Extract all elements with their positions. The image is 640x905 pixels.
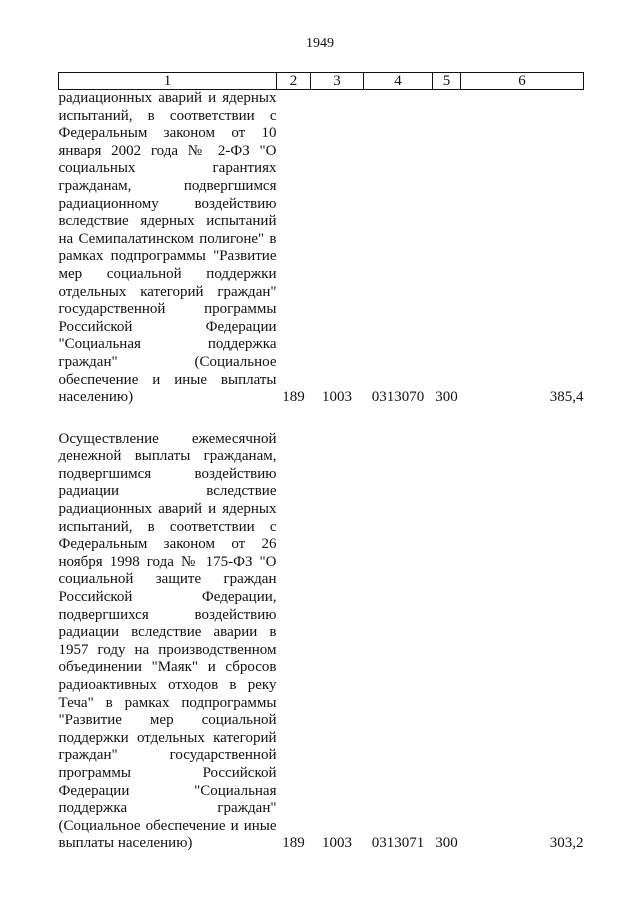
table-row xyxy=(59,90,584,407)
ministry-code: 189 xyxy=(282,835,305,852)
description-line: поддержки отдельных категорий xyxy=(58,729,277,746)
description-line: Федеральным законом от 26 xyxy=(58,536,277,553)
description-line: подвергшимся воздействию xyxy=(58,465,277,482)
description-line: Федерации "Социальная xyxy=(58,782,277,799)
ministry-code: 189 xyxy=(282,389,305,406)
description-line: гражданам, подвергшимся xyxy=(58,177,277,194)
description-line: поддержка граждан" xyxy=(58,800,277,817)
description-line: испытаний, в соответствии с xyxy=(58,107,277,124)
target-code: 0313071 xyxy=(371,835,425,852)
description-line: подвергшихся воздействию xyxy=(58,606,277,623)
page-number: 1949 xyxy=(306,36,334,51)
header-col-5: 5 xyxy=(433,73,461,90)
description-line: рамках подпрограммы "Развитие xyxy=(58,248,277,265)
header-col-4: 4 xyxy=(364,73,433,90)
description-line: на Семипалатинском полигоне" в xyxy=(58,230,277,247)
amount-value: 385,4 xyxy=(549,389,584,406)
description-line: денежной выплаты гражданам, xyxy=(58,448,277,465)
description-line: Теча" в рамках подпрограммы xyxy=(58,694,277,711)
description-line: (Социальное обеспечение и иные xyxy=(58,817,277,834)
row-spacer xyxy=(59,407,584,431)
expense-type-code: 300 xyxy=(435,389,458,406)
header-col-1: 1 xyxy=(59,73,277,90)
expense-type-code: 300 xyxy=(435,835,458,852)
description-line: "Социальная поддержка xyxy=(58,336,277,353)
description-line: радиации вследствие аварии в xyxy=(58,624,277,641)
description-line: вследствие ядерных испытаний xyxy=(58,213,277,230)
description-line: населению) xyxy=(58,389,134,406)
description-line: ноября 1998 года № 175-ФЗ "О xyxy=(58,553,277,570)
description-line: радиационному воздействию xyxy=(58,195,277,212)
description-line: социальных гарантиях xyxy=(58,160,277,177)
description-line: программы Российской xyxy=(58,764,277,781)
description-line: мер социальной поддержки xyxy=(58,265,277,282)
description-line: отдельных категорий граждан" xyxy=(58,283,277,300)
description-line: Российской Федерации xyxy=(58,318,277,335)
description-line: социальной защите граждан xyxy=(58,571,277,588)
header-col-6: 6 xyxy=(461,73,584,90)
description-line: выплаты населению) xyxy=(58,835,193,852)
target-code: 0313070 xyxy=(371,389,425,406)
header-col-3: 3 xyxy=(311,73,364,90)
description-line: государственной программы xyxy=(58,301,277,318)
description-line: радиоактивных отходов в реку xyxy=(58,677,277,693)
budget-table xyxy=(58,72,584,853)
description-line: граждан" (Социальное xyxy=(58,353,277,370)
description-line: граждан" государственной xyxy=(58,747,277,764)
description-line: Осуществление ежемесячной xyxy=(58,430,277,447)
description-line: радиационных аварий и ядерных xyxy=(58,501,277,518)
header-row xyxy=(59,73,584,90)
description-line: "Развитие мер социальной xyxy=(58,712,277,729)
section-code: 1003 xyxy=(322,835,352,852)
description-line: испытаний, в соответствии с xyxy=(58,518,277,535)
description-line: обеспечение и иные выплаты xyxy=(58,371,277,388)
description-line: радиационных аварий и ядерных xyxy=(58,90,277,106)
description-line: Федеральным законом от 10 xyxy=(58,125,277,142)
row-description xyxy=(59,90,277,407)
description-line: Российской Федерации, xyxy=(58,589,277,606)
amount-value: 303,2 xyxy=(549,835,584,852)
description-line: радиации вследствие xyxy=(58,483,277,500)
header-col-2: 2 xyxy=(277,73,311,90)
description-line: января 2002 года № 2-ФЗ "О xyxy=(58,142,277,159)
description-line: 1957 году на производственном xyxy=(58,641,277,658)
section-code: 1003 xyxy=(322,389,352,406)
description-line: объединении "Маяк" и сбросов xyxy=(58,659,277,676)
row-description xyxy=(59,431,277,853)
table-row xyxy=(59,431,584,853)
